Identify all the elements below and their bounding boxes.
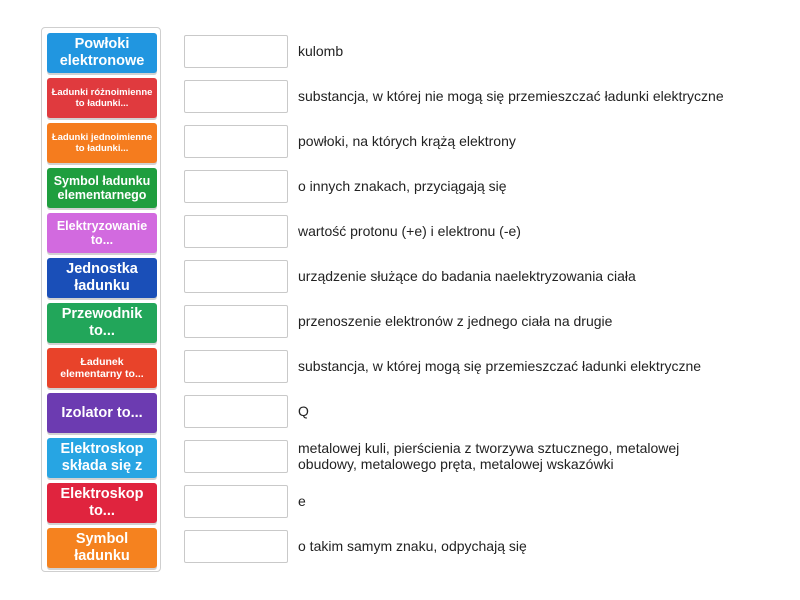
tile-label: Powłoki elektronowe [59, 36, 145, 69]
answer-slot-5[interactable] [184, 215, 288, 248]
description-8: substancja, w której mogą się przemieszczać ładunki elektryczne [298, 358, 702, 374]
tile-3[interactable] [47, 123, 157, 163]
description-11: e [298, 493, 306, 509]
tile-5[interactable] [47, 213, 157, 253]
tile-7[interactable] [47, 303, 157, 343]
answer-slot-3[interactable] [184, 125, 288, 158]
answer-slot-2[interactable] [184, 80, 288, 113]
answer-slot-7[interactable] [184, 305, 288, 338]
answer-slot-12[interactable] [184, 530, 288, 563]
description-12: o takim samym znaku, odpychają się [298, 538, 527, 554]
answer-slot-11[interactable] [184, 485, 288, 518]
description-3: powłoki, na których krążą elektrony [298, 133, 516, 149]
answer-slot-9[interactable] [184, 395, 288, 428]
tile-8[interactable] [47, 348, 157, 388]
tiles-panel [41, 27, 161, 572]
description-7: przenoszenie elektronów z jednego ciała na drugie [298, 313, 613, 329]
answer-slot-6[interactable] [184, 260, 288, 293]
tile-label: Elektroskop składa się z [60, 441, 144, 474]
tile-6[interactable] [47, 258, 157, 298]
description-9: Q [298, 403, 309, 419]
description-5: wartość protonu (+e) i elektronu (-e) [298, 223, 521, 239]
tile-label: Izolator to... [61, 404, 143, 421]
tile-4[interactable] [47, 168, 157, 208]
tile-label: Przewodnik to... [61, 306, 143, 339]
description-2: substancja, w której nie mogą się przemieszczać ładunki elektryczne [298, 88, 724, 104]
tile-label: Ładunki jednoimienne to ładunki... [51, 132, 153, 154]
tile-1[interactable] [47, 33, 157, 73]
tile-label: Elektroskop to... [60, 486, 144, 519]
tile-2[interactable] [47, 78, 157, 118]
tile-label: Ładunki różnoimienne to ładunki... [51, 87, 153, 109]
tile-12[interactable] [47, 528, 157, 568]
tile-11[interactable] [47, 483, 157, 523]
tile-10[interactable] [47, 438, 157, 478]
answer-slot-10[interactable] [184, 440, 288, 473]
tile-9[interactable] [47, 393, 157, 433]
description-1: kulomb [298, 43, 344, 59]
tile-label: Ładunek elementarny to... [60, 356, 144, 380]
answer-slot-8[interactable] [184, 350, 288, 383]
description-6: urządzenie służące do badania naelektryzowania ciała [298, 268, 636, 284]
tile-label: Elektryzowanie to... [56, 219, 148, 247]
description-10: metalowej kuli, pierścienia z tworzywa sztucznego, metalowej obudowy, metalowego pręta, metalowej wskazówki [298, 440, 680, 472]
answer-slot-4[interactable] [184, 170, 288, 203]
tile-label: Symbol ładunku [74, 531, 130, 564]
answer-slot-1[interactable] [184, 35, 288, 68]
description-4: o innych znakach, przyciągają się [298, 178, 507, 194]
tile-label: Symbol ładunku elementarnego [53, 174, 151, 202]
tile-label: Jednostka ładunku [66, 261, 138, 294]
